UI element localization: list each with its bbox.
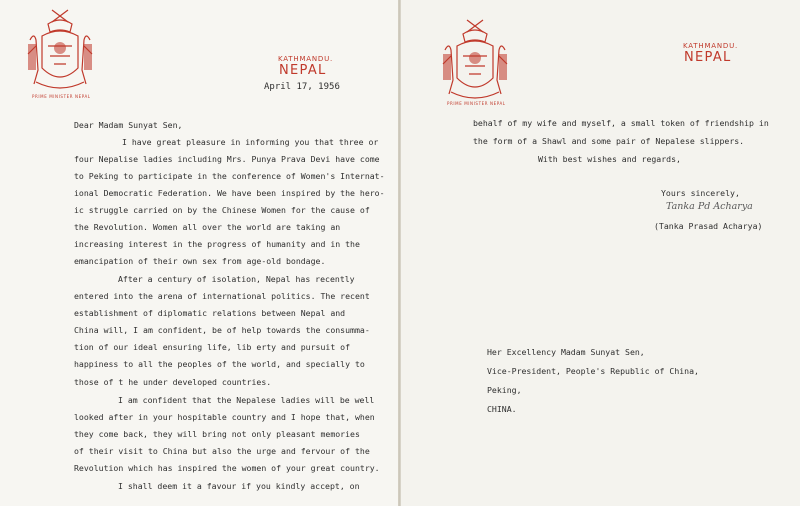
body-line: they come back, they will bring not only pleasant memories: [74, 429, 360, 439]
body-line: the form of a Shawl and some pair of Nepalese slippers.: [473, 136, 745, 146]
address-line: Vice-President, People's Republic of China,: [487, 366, 699, 376]
address-line: CHINA.: [487, 404, 517, 414]
letter-page-2: [401, 0, 800, 506]
body-line: tion of our ideal ensuring life, lib erty and pursuit of: [74, 342, 351, 352]
closing-signoff: Yours sincerely,: [661, 188, 740, 198]
letterhead-country: NEPAL: [279, 63, 327, 78]
nepal-coat-of-arms-icon: [14, 2, 106, 94]
body-line: After a century of isolation, Nepal has recently: [118, 274, 355, 284]
letter-page-1: [0, 0, 398, 506]
body-line: of their visit to China but also the urge and fervour of the: [74, 446, 370, 456]
letter-date: April 17, 1956: [264, 82, 340, 92]
body-line: ic struggle carried on by the Chinese Women for the cause of: [74, 205, 370, 215]
body-line: I have great pleasure in informing you that three or: [122, 137, 379, 147]
body-line: emancipation of their own sex from age-old bondage.: [74, 256, 326, 266]
closing-line: With best wishes and regards,: [538, 154, 681, 164]
address-line: Her Excellency Madam Sunyat Sen,: [487, 347, 645, 357]
letterhead-country: NEPAL: [684, 50, 732, 65]
salutation: Dear Madam Sunyat Sen,: [74, 120, 183, 130]
address-line: Peking,: [487, 385, 522, 395]
body-line: China will, I am confident, be of help towards the consumma-: [74, 325, 370, 335]
body-line: happiness to all the peoples of the world, and specially to: [74, 359, 365, 369]
body-line: increasing interest in the progress of humanity and in the: [74, 239, 360, 249]
body-line: establishment of diplomatic relations between Nepal and: [74, 308, 346, 318]
letterhead-city: KATHMANDU.: [683, 42, 739, 50]
body-line: ional Democratic Federation. We have been inspired by the hero-: [74, 188, 385, 198]
signer-name: (Tanka Prasad Acharya): [654, 221, 763, 231]
body-line: I shall deem it a favour if you kindly accept, on: [118, 481, 360, 491]
body-line: four Nepalise ladies including Mrs. Punya Prava Devi have come: [74, 154, 380, 164]
body-line: to Peking to participate in the conference of Women's Internat-: [74, 171, 385, 181]
crest-label: PRIME MINISTER NEPAL: [447, 101, 506, 106]
nepal-coat-of-arms-icon: [429, 12, 521, 104]
crest-label: PRIME MINISTER NEPAL: [32, 94, 91, 99]
body-line: the Revolution. Women all over the world are taking an: [74, 222, 341, 232]
body-line: Revolution which has inspired the women of your great country.: [74, 463, 380, 473]
handwritten-signature: Tanka Pd Acharya: [666, 201, 753, 212]
body-line: looked after in your hospitable country and I hope that, when: [74, 412, 375, 422]
body-line: I am confident that the Nepalese ladies will be well: [118, 395, 375, 405]
letterhead-city: KATHMANDU.: [278, 55, 334, 63]
body-line: behalf of my wife and myself, a small token of friendship in: [473, 118, 769, 128]
body-line: entered into the arena of international politics. The recent: [74, 291, 370, 301]
body-line: those of t he under developed countries.: [74, 377, 272, 387]
